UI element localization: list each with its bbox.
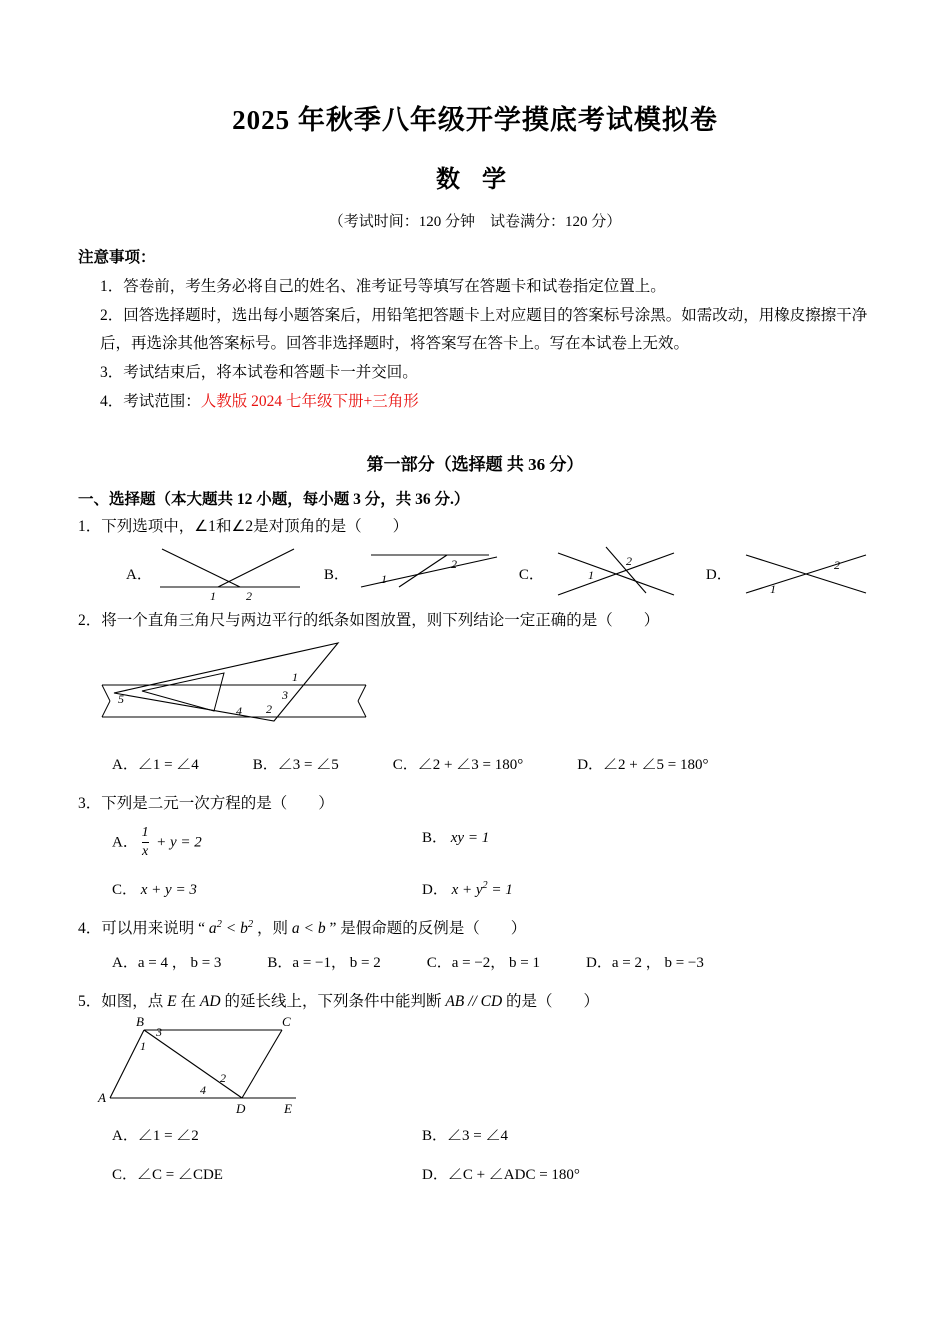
question-5-options	[112, 1124, 732, 1184]
svg-text:1: 1	[140, 1038, 146, 1053]
option-d[interactable]: D．∠2 + ∠5 = 180°	[577, 757, 709, 774]
svg-text:3: 3	[282, 688, 288, 703]
q1-figure-b	[351, 543, 501, 603]
option-b[interactable]: B． xy = 1	[422, 830, 490, 847]
q1-figure-a	[154, 543, 304, 603]
svg-text:D: D	[236, 1100, 246, 1116]
svg-text:2: 2	[220, 1070, 226, 1085]
question-2-stem: 2．将一个直角三角尺与两边平行的纸条如图放置，则下列结论一定正确的是（ ）	[78, 612, 660, 630]
option-a[interactable]: A． $\frac{1}{x}$ + y = 2	[112, 825, 202, 859]
svg-text:1: 1	[769, 582, 776, 597]
question-4-number: 4．	[78, 919, 102, 937]
q1-figure-c	[546, 543, 696, 603]
svg-text:2: 2	[450, 557, 457, 572]
svg-text:5: 5	[118, 692, 124, 707]
notice-item-scope	[100, 388, 872, 417]
question-4-stem: 4．可以用来说明 “ $a^2 < b^2$ ，则 a < b ” 是假命题的反例是（ ）	[78, 918, 527, 937]
choice-label-d: D．	[705, 566, 732, 583]
question-1-stem: 1．下列选项中，∠1和∠2是对顶角的是（ ）	[78, 518, 409, 536]
page-title: 2025 年秋季八年级开学摸底考试模拟卷	[232, 105, 718, 135]
option-d[interactable]: D． $x + y^2 = 1$	[422, 879, 513, 898]
svg-text:4: 4	[200, 1082, 206, 1097]
option-a[interactable]: A．a = 4 ， b = 3	[112, 954, 222, 971]
svg-text:2: 2	[625, 554, 632, 569]
choice-label-c: C．	[518, 566, 544, 583]
option-c[interactable]: C．a = −2， b = 1	[426, 954, 541, 971]
svg-text:B: B	[136, 1015, 144, 1029]
svg-text:1: 1	[380, 572, 387, 587]
part-title: 第一部分（选择题 共 36 分）	[366, 455, 584, 475]
subject-title: 数 学	[436, 167, 514, 193]
option-d[interactable]: D．a = 2 ， b = −3	[586, 954, 704, 971]
q5-figure	[96, 1016, 336, 1116]
option-b[interactable]: B．∠3 = ∠5	[252, 757, 339, 774]
svg-text:E: E	[284, 1100, 292, 1116]
option-c[interactable]: C． x + y = 3	[112, 881, 197, 898]
question-5-stem: 5．如图，点 E 在 AD 的延长线上，下列条件中能判断 AB // CD 的是（ ）	[78, 992, 600, 1010]
q1-figure-d	[734, 543, 884, 603]
svg-text:1: 1	[587, 568, 594, 583]
question-2-figure-wrap	[96, 635, 872, 745]
question-3-number: 3．	[78, 795, 102, 813]
fraction-one-over-x: $\frac{1}{x}$	[141, 825, 149, 859]
svg-text:C: C	[282, 1015, 291, 1029]
question-3-options	[112, 826, 732, 899]
svg-text:1: 1	[292, 670, 298, 685]
question-5-number: 5．	[78, 992, 102, 1010]
question-3-stem: 3．下列是二元一次方程的是（ ）	[78, 795, 334, 813]
question-2-number: 2．	[78, 612, 102, 630]
option-c[interactable]: C．∠C = ∠CDE	[112, 1166, 223, 1183]
option-b[interactable]: B．a = −1， b = 2	[267, 954, 381, 971]
notice-item: 1．答卷前，考生务必将自己的姓名、准考证号等填写在答题卡和试卷指定位置上。	[100, 278, 666, 295]
option-b[interactable]: B．∠3 = ∠4	[422, 1127, 508, 1144]
svg-text:2: 2	[266, 702, 272, 717]
svg-text:2: 2	[833, 558, 840, 573]
choice-label-a: A．	[126, 566, 152, 583]
notice-scope-value: 人教版 2024 七年级下册+三角形	[200, 392, 419, 410]
notice-scope-label: 4．考试范围：	[100, 392, 201, 410]
notice-item: 3．考试结束后，将本试卷和答题卡一并交回。	[100, 364, 418, 382]
notice-heading: 注意事项：	[78, 249, 156, 266]
question-1-figures	[78, 543, 872, 603]
question-5-figure-wrap	[96, 1016, 872, 1116]
svg-text:4: 4	[236, 704, 242, 719]
option-a[interactable]: A．∠1 = ∠2	[112, 1127, 199, 1144]
svg-text:3: 3	[156, 1024, 162, 1039]
question-2-options	[112, 753, 872, 774]
option-d[interactable]: D．∠C + ∠ADC = 180°	[422, 1166, 580, 1183]
svg-text:2: 2	[245, 589, 252, 604]
question-4-options	[112, 951, 872, 972]
choice-label-b: B．	[323, 566, 349, 583]
exam-info: （考试时间：120 分钟 试卷满分：120 分）	[328, 214, 622, 230]
option-c[interactable]: C．∠2 + ∠3 = 180°	[392, 757, 524, 774]
svg-text:1: 1	[209, 589, 216, 604]
q2-figure	[96, 635, 386, 745]
question-1-number: 1．	[78, 518, 102, 536]
notice-item: 2．回答选择题时，选出每小题答案后，用铅笔把答题卡上对应题目的答案标号涂黑。如需改动，用橡皮擦擦干净后，再选涂其他答案标号。回答非选择题时，将答案写在答卡上。写在本试卷上无效。	[100, 306, 868, 353]
svg-text:A: A	[98, 1089, 106, 1105]
section-heading: 一、选择题（本大题共 12 小题，每小题 3 分，共 36 分.）	[78, 491, 470, 509]
option-a[interactable]: A．∠1 = ∠4	[112, 757, 199, 774]
